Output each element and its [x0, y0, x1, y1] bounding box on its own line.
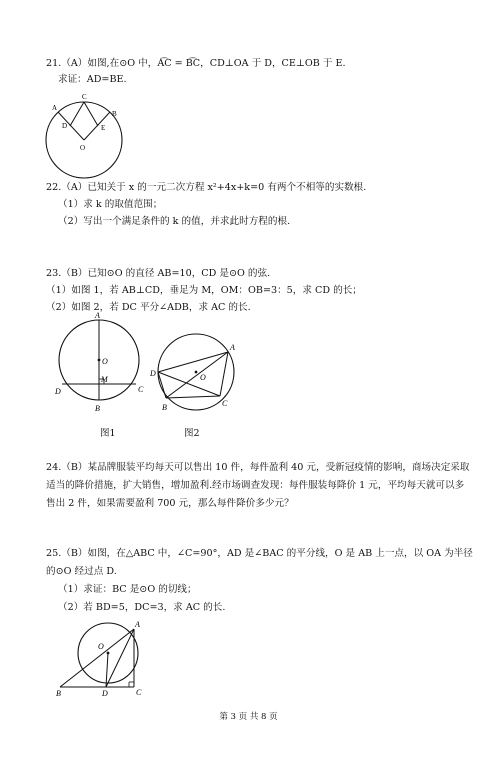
f23b-label-c: C — [222, 399, 228, 408]
q22-line1: 22.（A）已知关于 x 的一元二次方程 x²+4x+k=0 有两个不相等的实数根. — [46, 182, 367, 193]
q21-line2: 求证：AD=BE. — [58, 74, 127, 85]
f21-label-o: O — [80, 144, 86, 152]
f21-label-a: A — [52, 104, 58, 112]
f23b-label-a: A — [230, 343, 235, 352]
f23a-label-o: O — [102, 357, 108, 366]
q21-line1: 21.（A）如图,在⊙O 中，A͡C = B͡C，CD⊥OA 于 D，CE⊥OB 于 E. — [46, 58, 346, 69]
q23-figure-1 — [52, 310, 147, 415]
q22-line3: （2）写出一个满足条件的 k 的值，并求此时方程的根. — [58, 216, 291, 227]
f23a-label-m: M — [101, 375, 108, 384]
q23-line1: 23.（B）已知⊙O 的直径 AB=10，CD 是⊙O 的弦. — [46, 268, 271, 279]
f25-label-o: O — [98, 642, 104, 651]
q23-line2: （1）如图 1，若 AB⊥CD，垂足为 M，OM：OB=3：5，求 CD 的长； — [46, 285, 362, 296]
f23a-label-b: B — [95, 404, 100, 413]
q25-line4: （2）若 BD=5，DC=3，求 AC 的长. — [58, 602, 226, 613]
f25-label-d: D — [102, 689, 108, 697]
q23-fig2-caption: 图2 — [184, 428, 200, 439]
f23b-label-b: B — [162, 403, 167, 412]
f21-label-b: B — [112, 110, 117, 118]
q25-figure — [56, 617, 151, 697]
f23b-label-o: O — [200, 373, 206, 382]
q25-line3: （1）求证：BC 是⊙O 的切线； — [58, 584, 197, 595]
q24-line2: 适当的降价措施，扩大销售，增加盈利.经市场调查发现：每件服装每降价 1 元，平均每天就可以多 — [46, 480, 465, 491]
q24-line3: 售出 2 件，如果需要盈利 700 元，那么每件降价多少元？ — [46, 498, 294, 509]
q22-line2: （1）求 k 的取值范围； — [58, 199, 163, 210]
f23a-label-c: C — [138, 385, 144, 394]
q25-line2: 的⊙O 经过点 D. — [46, 566, 117, 577]
f21-label-c: C — [82, 93, 87, 101]
f21-label-e: E — [101, 124, 106, 132]
f23a-label-a: A — [95, 311, 100, 320]
f23b-label-d: D — [150, 369, 156, 378]
q25-line1: 25.（B）如图，在△ABC 中，∠C=90°，AD 是∠BAC 的平分线，O 是 AB 上一点，以 OA 为半径 — [46, 548, 473, 559]
q23-line3: （2）如图 2，若 DC 平分∠ADB，求 AC 的长. — [46, 302, 251, 313]
q24-line1: 24.（B）某品牌服装平均每天可以售出 10 件，每件盈利 40 元，受新冠疫情的影响，商场决定采取 — [46, 462, 470, 473]
f23a-label-d: D — [55, 387, 61, 396]
f25-label-a: A — [135, 620, 140, 629]
q21-figure — [44, 90, 134, 182]
q23-figure-2 — [150, 328, 240, 418]
page-footer: 第 3 页 共 8 页 — [219, 712, 278, 722]
f21-label-d: D — [62, 122, 68, 130]
f25-label-c: C — [136, 688, 142, 697]
f25-label-b: B — [56, 689, 61, 697]
q23-fig1-caption: 图1 — [100, 428, 116, 439]
